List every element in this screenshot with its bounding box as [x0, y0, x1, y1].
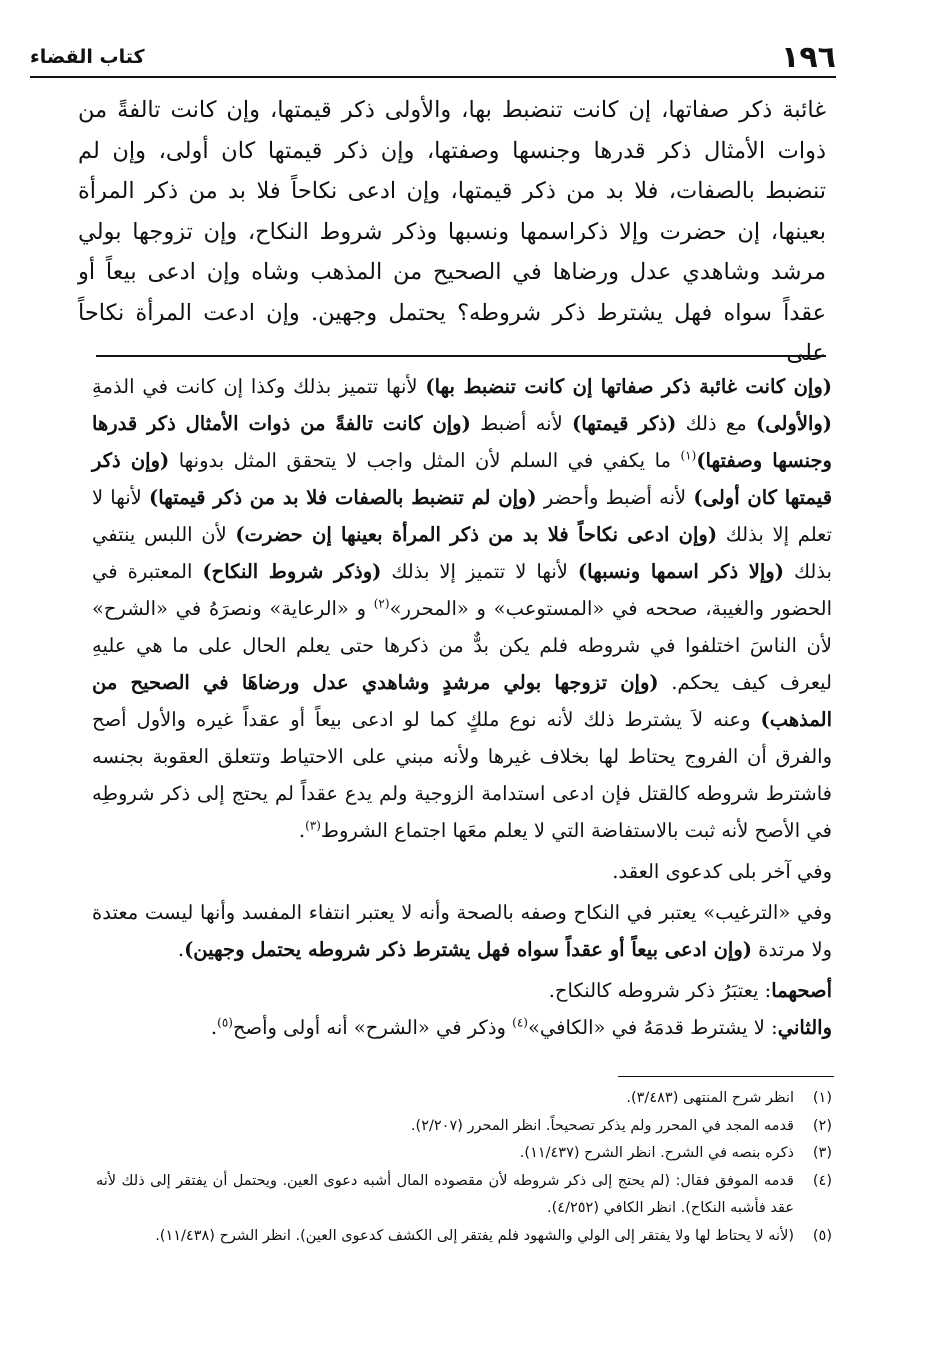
footnote — [96, 1168, 832, 1223]
footnote-number: (٣) — [812, 1145, 832, 1161]
footnote-number: (١) — [812, 1090, 832, 1106]
commentary-paragraph: (وإن كانت غائبة ذكر صفاتها إن كانت تنضبط بها) لأنها تتميز بذلك وكذا إن كانت في الذمةِ (والأولى) مع ذلك (ذكر قيمتها) لأنه أضبط (وإن كانت تالفةً من ذوات الأمثال ذكر قدرها وجنسها وصفتها)$^{(١)}$ ما يكفي في السلم لأن المثل واجب لا يتحقق المثل بدونها (وإن ذكر قيمتها كان أولى) لأنه أضبط وأحضر (وإن لم تنضبط بالصفات فلا بد من ذكر قيمتها) لأنها لا تعلم إلا بذلك (وإن ادعى نكاحاً فلا بد من ذكر المرأة بعينها إن حضرت) لأن اللبس ينتفي بذلك (وإلا ذكر اسمها ونسبها) لأنها لا تتميز إلا بذلك (وذكر شروط النكاح) المعتبرة في الحضور والغيبة، صححه في «المستوعب» و «المحرر»$^{(٢)}$ و «الرعاية» ونصرَهُ في «الشرح» لأن الناسَ اختلفوا في شروطه فلم يكن بدٌّ من ذكرها حتى يعلم الحال على ما هي عليهِ ليعرف كيف يحكم. (وإن تزوجها بولي مرشدٍ وشاهدي عدل ورضاهَا في الصحيح من المذهب) وعنه لاَ يشترط ذلك لأنه نوع ملكٍ كما لو ادعى بيعاً أو عقداً غيره والأول أصح والفرق أن الفروج يحتاط لها بخلاف غيرها ولأنه مبني على الاحتياط وتتعلق العقوبة بجنسه فاشترط شروطه كالقتل فإن ادعى استدامة الزوجية ولم يدع عقداً لم يحتج إلى ذكر شروطِه في الأصح لأنه ثبت بالاستفاضة التي لا يعلم معَها اجتماع الشروط$^{(٣)}$. — [92, 375, 833, 842]
footnote-ref: (٢) — [373, 596, 390, 611]
commentary-paragraph: وفي «الترغيب» يعتبر في النكاح وصفه بالصحة وأنه لا يعتبر انتفاء المفسد وأنها ليست معتدة ولا مرتدة (وإن ادعى بيعاً أو عقداً سواه فهل يشترط ذكر شروطه يحتمل وجهين). — [92, 901, 832, 961]
footnote-number: (٥) — [812, 1227, 832, 1244]
footnote — [96, 1223, 832, 1251]
footnote-ref: (٣) — [305, 818, 321, 833]
footnote-ref: (١) — [680, 448, 697, 463]
footnote-text: قدمه المجد في المحرر ولم يذكر تصحيحاً. انظر المحرر (٢/٢٠٧). — [410, 1117, 794, 1134]
footnote-text: ذكره بنصه في الشرح. انظر الشرح (١١/٤٣٧). — [519, 1145, 794, 1161]
commentary-paragraph: والثاني: لا يشترط قدمَهُ في «الكافي»$^{(٤)}$ وذكر في «الشرح» أنه أولى وأصح$^{(٥)}$. — [210, 1015, 832, 1039]
footnote-text: انظر شرح المنتهى (٣/٤٨٣). — [626, 1090, 794, 1106]
page-header — [30, 38, 836, 78]
running-title: كتاب القضاء — [30, 46, 145, 68]
commentary-paragraph: وفي آخر بلى كدعوى العقد. — [612, 860, 832, 883]
text-separator — [96, 355, 826, 357]
commentary — [92, 368, 832, 1046]
footnote — [96, 1113, 832, 1141]
footnote-ref: (٤) — [512, 1015, 528, 1030]
footnote-ref: (٥) — [217, 1015, 233, 1030]
footnote-number: (٤) — [812, 1172, 832, 1189]
footnote-number: (٢) — [812, 1117, 832, 1134]
page-number: ١٩٦ — [781, 39, 836, 75]
footnote-separator — [618, 1076, 834, 1077]
commentary-paragraph: أصحهما: يعتبَرُ ذكر شروطه كالنكاح. — [548, 979, 832, 1002]
footnote — [96, 1085, 832, 1113]
footnote-text: قدمه الموفق فقال: (لم يحتج إلى ذكر شروطه لأن مقصوده المال أشبه دعوى العين. ويحتمل أن يفتقر إلى ذلك لأنه عقد فأشبه النكاح). انظر الكافي (٤/٢٥٢). — [96, 1172, 794, 1216]
main-text: غائبة ذكر صفاتها، إن كانت تنضبط بها، والأولى ذكر قيمتها، وإن كانت تالفةً من ذوات الأمثال ذكر قدرها وجنسها وصفتها، وإن ذكر قيمتها كان أولى، وإن لم تنضبط بالصفات، فلا بد من ذكر قيمتها، وإن ادعى نكاحاً فلا بد من ذكر المرأة بعينها، إن حضرت وإلا ذكراسمها ونسبها وذكر شروط النكاح، وإن تزوجها بولي مرشد وشاهدي عدل ورضاها في الصحيح من المذهب وشاه وإن ادعى بيعاً أو عقداً سواه فهل يشترط ذكر شروطه؟ يحتمل وجهين. وإن ادعت المرأة نكاحاً على — [78, 97, 826, 366]
footnote — [96, 1140, 832, 1168]
footnote-text: (لأنه لا يحتاط لها ولا يفتقر إلى الولي والشهود فلم يفتقر إلى الكشف كدعوى العين). انظر الشرح (١١/٤٣٨). — [155, 1227, 794, 1244]
footnotes — [96, 1085, 832, 1250]
